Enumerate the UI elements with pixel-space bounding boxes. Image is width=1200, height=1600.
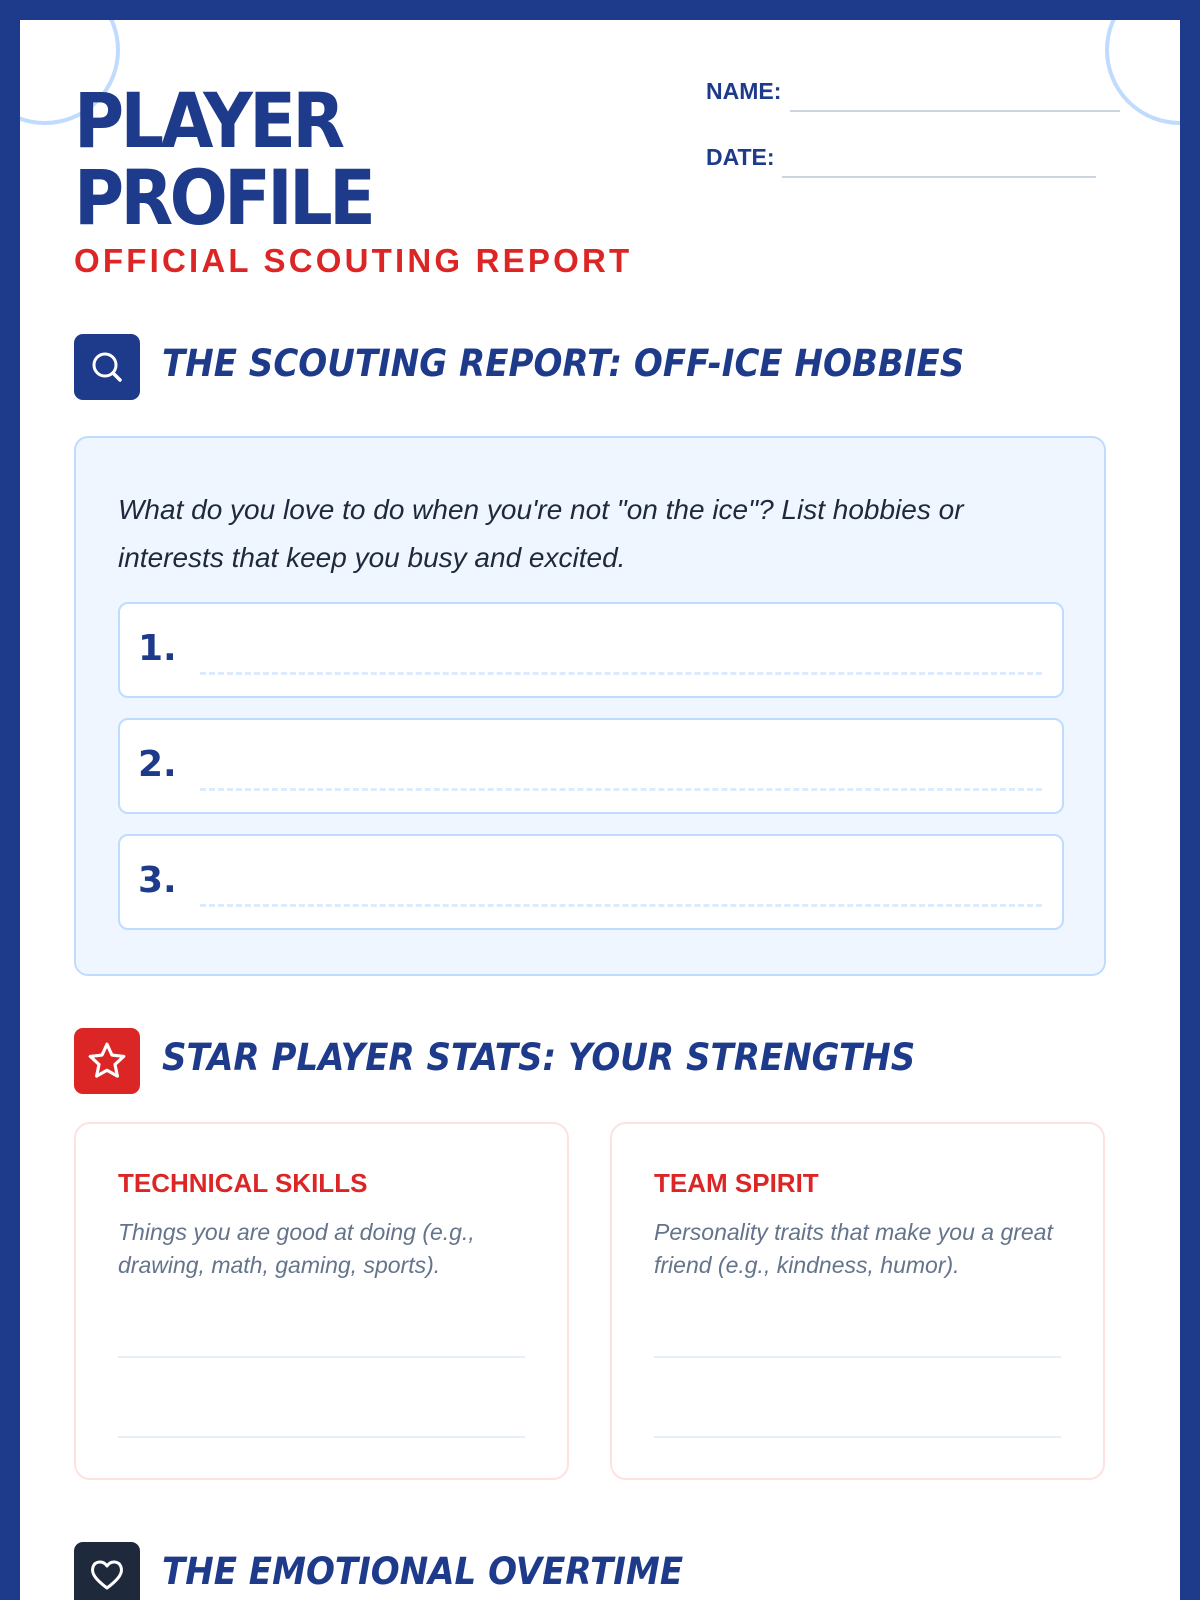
section-strengths-header [74, 1028, 1134, 1094]
card-title: TEAM SPIRIT [654, 1168, 819, 1198]
date-field[interactable] [782, 176, 1096, 178]
hobby-number: 1. [138, 628, 177, 669]
hobby-number: 3. [138, 860, 177, 901]
search-icon [74, 334, 140, 400]
strength-card-team-spirit[interactable] [610, 1122, 1105, 1480]
hobby-entry-2[interactable] [118, 718, 1064, 814]
hobby-number: 2. [138, 744, 177, 785]
heart-icon [74, 1542, 140, 1600]
card-write-line [654, 1436, 1061, 1438]
card-description: Things you are good at doing (e.g., drawing, math, gaming, sports). [118, 1219, 475, 1278]
card-description: Personality traits that make you a great friend (e.g., kindness, humor). [654, 1219, 1053, 1278]
card-write-line [118, 1356, 525, 1358]
section-emotional-title: THE EMOTIONAL OVERTIME [162, 1550, 684, 1593]
strength-card-technical[interactable] [74, 1122, 569, 1480]
worksheet-page [20, 20, 1180, 1600]
hobby-write-line [200, 788, 1042, 791]
page-subtitle: OFFICIAL SCOUTING REPORT [74, 242, 633, 279]
section-strengths-title: STAR PLAYER STATS: YOUR STRENGTHS [162, 1036, 916, 1079]
hobby-entry-1[interactable] [118, 602, 1064, 698]
hobby-entry-3[interactable] [118, 834, 1064, 930]
date-label: DATE: [706, 144, 775, 170]
name-label: NAME: [706, 78, 782, 104]
card-write-line [654, 1356, 1061, 1358]
name-field[interactable] [790, 110, 1120, 112]
page-title [74, 76, 373, 242]
section-emotional-header [74, 1542, 1134, 1600]
hobbies-prompt: What do you love to do when you're not "on the ice"? List hobbies or interests that keep you busy and excited. [118, 494, 964, 573]
section-hobbies-title: THE SCOUTING REPORT: OFF-ICE HOBBIES [162, 342, 965, 385]
star-icon [74, 1028, 140, 1094]
card-write-line [118, 1436, 525, 1438]
hobbies-panel [74, 436, 1106, 976]
card-title: TECHNICAL SKILLS [118, 1168, 368, 1198]
page-title-line-2: PROFILE [74, 153, 373, 242]
hobby-write-line [200, 672, 1042, 675]
page-title-line-1: PLAYER [74, 76, 342, 165]
hobby-write-line [200, 904, 1042, 907]
section-hobbies-header [74, 334, 1134, 400]
